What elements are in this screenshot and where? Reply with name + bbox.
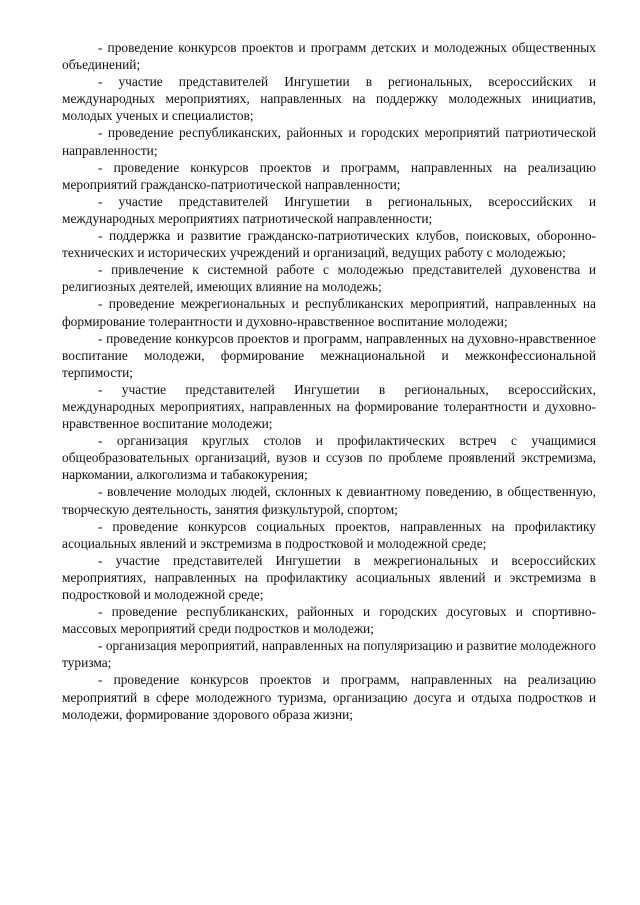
list-item: - участие представителей Ингушетии в межрегиональных и всероссийских мероприятиях, направленных на профилактику асоциальных явлений и экстремизма в подростковой и молодежной среде;: [62, 552, 596, 602]
list-item: - проведение конкурсов проектов и программ, направленных на духовно-нравственное воспитание молодежи, формирование межнациональной и межконфессиональной терпимости;: [62, 330, 596, 380]
list-item: - организация круглых столов и профилактических встреч с учащимися общеобразовательных организаций, вузов и ссузов по проблеме проявлений экстремизма, наркомании, алкоголизма и табакокурения;: [62, 433, 596, 483]
list-item: - участие представителей Ингушетии в региональных, всероссийских, международных мероприятиях, направленных на формирование толерантности и духовно-нравственное воспитание молодежи;: [62, 381, 596, 432]
list-item: - вовлечение молодых людей, склонных к девиантному поведению, в общественную, творческую деятельность, занятия физкультурой, спортом;: [62, 484, 596, 517]
list-item: - проведение республиканских, районных и городских мероприятий патриотической направленности;: [62, 125, 596, 158]
list-item: - участие представителей Ингушетии в региональных, всероссийских и международных мероприятиях патриотической направленности;: [62, 193, 596, 226]
list-item: - проведение конкурсов проектов и программ, направленных на реализацию мероприятий гражданско-патриотической направленности;: [62, 159, 596, 192]
list-item: - привлечение к системной работе с молодежью представителей духовенства и религиозных деятелей, имеющих влияние на молодежь;: [62, 262, 596, 295]
list-item: - проведение межрегиональных и республиканских мероприятий, направленных на формирование толерантности и духовно-нравственное воспитание молодежи;: [62, 296, 596, 329]
list-item: - поддержка и развитие гражданско-патриотических клубов, поисковых, оборонно-технических и исторических учреждений и организаций, ведущих работу с молодежью;: [62, 228, 596, 261]
list-item: - участие представителей Ингушетии в региональных, всероссийских и международных мероприятиях, направленных на поддержку молодежных инициатив, молодых ученых и специалистов;: [62, 74, 596, 124]
list-item: - проведение конкурсов социальных проектов, направленных на профилактику асоциальных явлений и экстремизма в подростковой и молодежной среде;: [62, 518, 596, 551]
list-item: - проведение конкурсов проектов и программ детских и молодежных общественных объединений;: [62, 40, 596, 73]
document-page: [62, 39, 596, 723]
list-item: - проведение республиканских, районных и городских досуговых и спортивно-массовых мероприятий среди подростков и молодежи;: [62, 604, 596, 637]
list-item: - организация мероприятий, направленных на популяризацию и развитие молодежного туризма;: [62, 638, 596, 671]
list-item: - проведение конкурсов проектов и программ, направленных на реализацию мероприятий в сфере молодежного туризма, организацию досуга и отдыха подростков и молодежи, формирование здорового образа жизни;: [62, 672, 596, 722]
